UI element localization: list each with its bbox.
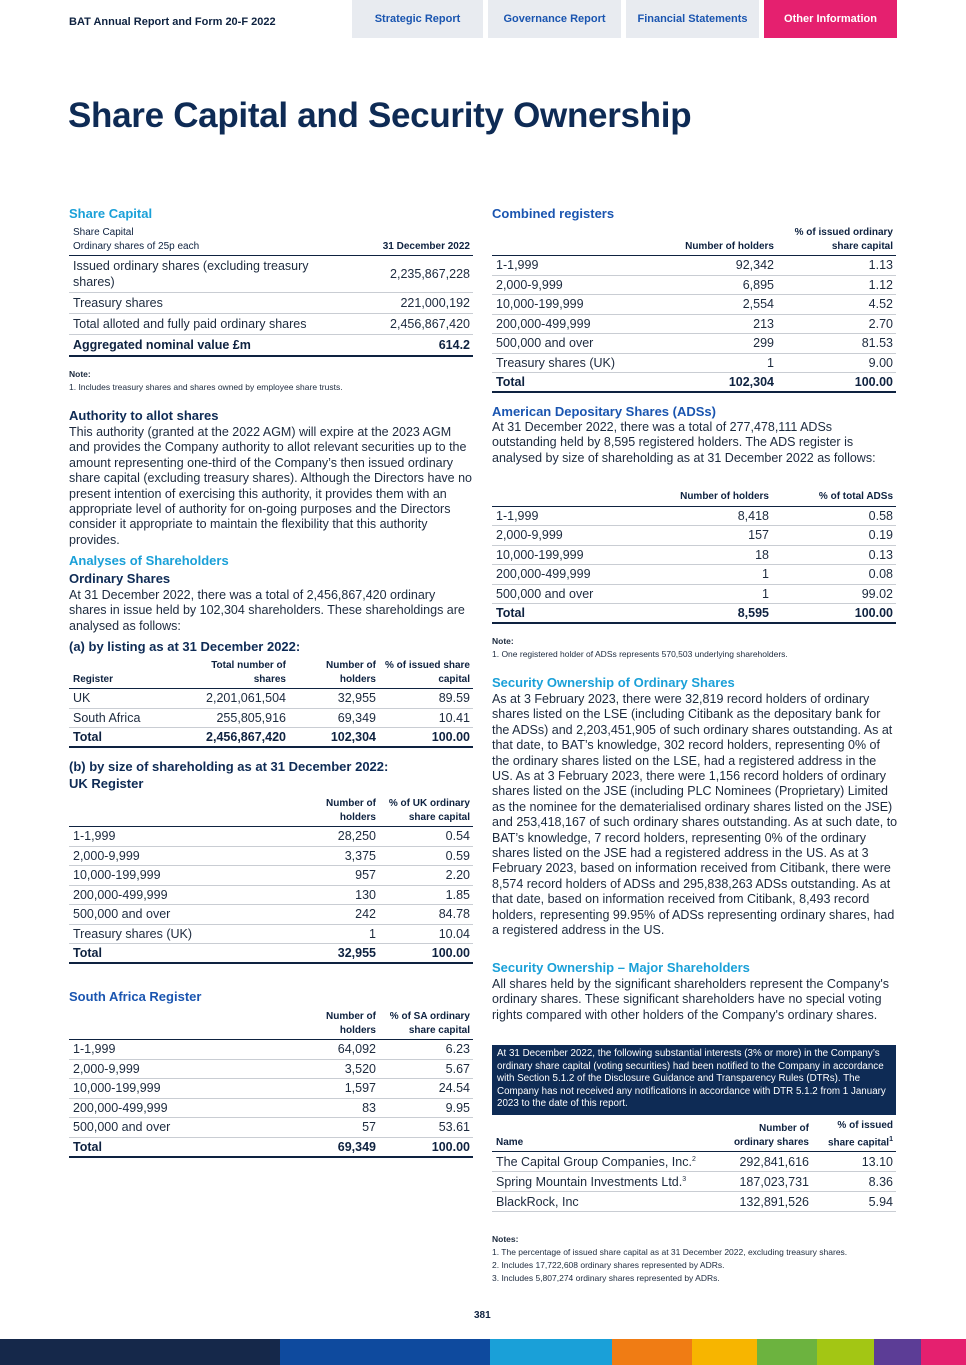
cell: 6.23 xyxy=(379,1040,473,1060)
cell: 32,955 xyxy=(289,689,379,709)
total-row xyxy=(69,335,473,356)
page-title: Share Capital and Security Ownership xyxy=(68,96,692,135)
listing-heading: (a) by listing as at 31 December 2022: xyxy=(69,639,301,654)
table-row xyxy=(492,1152,896,1172)
cell: 9.95 xyxy=(379,1098,473,1118)
col-total-shares: Total number of shares xyxy=(189,659,289,689)
cell: 10,000-199,999 xyxy=(492,295,677,315)
cell: 2,000-9,999 xyxy=(69,846,289,866)
table-row xyxy=(69,846,473,866)
cell: 0.13 xyxy=(772,545,896,565)
footer-color-segment xyxy=(757,1339,817,1365)
cell: 10,000-199,999 xyxy=(69,866,289,886)
cell: 187,023,731 xyxy=(717,1172,812,1192)
cell: 1-1,999 xyxy=(492,506,652,526)
cell: 500,000 and over xyxy=(69,905,289,925)
cell: 2,201,061,504 xyxy=(189,689,289,709)
col-pct: % of issued share capital xyxy=(379,659,473,689)
col-pct xyxy=(812,1119,896,1152)
note-title: Note: xyxy=(492,636,514,646)
sa-register-table xyxy=(69,1010,473,1158)
table-row xyxy=(69,1059,473,1079)
ads-note xyxy=(492,635,896,661)
col-name: Name xyxy=(492,1119,717,1152)
cell: 132,891,526 xyxy=(717,1192,812,1212)
total-label: Aggregated nominal value £m xyxy=(69,335,339,356)
col-holders: Number of holders xyxy=(289,659,379,689)
cell: 299 xyxy=(677,334,777,354)
cell: 69,349 xyxy=(289,1137,379,1157)
major-shareholders-table xyxy=(492,1119,896,1212)
share-capital-heading: Share Capital xyxy=(69,206,153,221)
cell: 8.36 xyxy=(812,1172,896,1192)
table-row xyxy=(69,293,473,314)
cell: 1-1,999 xyxy=(69,1040,289,1060)
col-holders: Number of holders xyxy=(289,1010,379,1040)
size-heading: (b) by size of shareholding as at 31 December 2022: xyxy=(69,759,389,774)
col-pct: % of total ADSs xyxy=(772,490,896,506)
uk-register-heading: UK Register xyxy=(69,776,144,791)
cell: Treasury shares (UK) xyxy=(69,924,289,944)
table-row xyxy=(492,275,896,295)
row-label: Total alloted and fully paid ordinary shares xyxy=(69,314,339,335)
name-text: BlackRock, Inc xyxy=(496,1194,579,1209)
table-row xyxy=(69,885,473,905)
cell: 957 xyxy=(289,866,379,886)
table-row xyxy=(69,924,473,944)
col-range xyxy=(492,226,677,256)
cell: 81.53 xyxy=(777,334,896,354)
uk-register-table xyxy=(69,797,473,964)
analyses-heading: Analyses of Shareholders xyxy=(69,553,229,568)
note-item: 1. The percentage of issued share capital as at 31 December 2022, excluding treasury shares. xyxy=(492,1247,848,1257)
cell: 1.12 xyxy=(777,275,896,295)
cell: 10,000-199,999 xyxy=(492,545,652,565)
col-shares: Number of ordinary shares xyxy=(717,1119,812,1152)
col-register: Register xyxy=(69,659,189,689)
ads-text: At 31 December 2022, there was a total of 277,478,111 ADSs outstanding held by 8,595 registered holders. The ADS register is analysed by size of shareholding as at 31 December 2022 as follows: xyxy=(492,420,876,465)
footer-color-segment xyxy=(612,1339,692,1365)
cell: 3,375 xyxy=(289,846,379,866)
tab-strategic-report[interactable]: Strategic Report xyxy=(352,0,483,38)
total-row xyxy=(69,1137,473,1157)
cell: 28,250 xyxy=(289,827,379,847)
col-range xyxy=(69,1010,289,1040)
footer-color-segment xyxy=(280,1339,490,1365)
cell: 4.52 xyxy=(777,295,896,315)
table-row xyxy=(69,689,473,709)
cell: 5.94 xyxy=(812,1192,896,1212)
cell: 9.00 xyxy=(777,353,896,373)
row-label: Treasury shares xyxy=(69,293,339,314)
table-row xyxy=(492,1192,896,1212)
cell: 0.08 xyxy=(772,565,896,585)
analyses-text: At 31 December 2022, there was a total of 2,456,867,420 ordinary shares in issue held by 102,304 shareholders. These shareholdings are analysed as follows: xyxy=(69,588,465,633)
authority-text: This authority (granted at the 2022 AGM) will expire at the 2023 AGM and provides the Company authority to allot relevant securities up to the amount representing one-third of the Company’s then issued ordinary share capital (excluding treasury shares). Although the Directors have no present intention of exercising this authority, it provides them with an appropriate level of authority for on-going purposes and the Directors consider it appropriate to maintain the flexibility that this authority provides. xyxy=(69,425,472,547)
row-value: 2,235,867,228 xyxy=(339,256,473,293)
cell: 292,841,616 xyxy=(717,1152,812,1172)
cell: 102,304 xyxy=(677,373,777,393)
row-value: 221,000,192 xyxy=(339,293,473,314)
note-text: 1. One registered holder of ADSs represents 570,503 underlying shareholders. xyxy=(492,649,788,659)
table-row xyxy=(492,506,896,526)
table-row xyxy=(492,334,896,354)
cell: 2,000-9,999 xyxy=(492,275,677,295)
major-shareholders-text: All shares held by the significant shareholders represent the Company's ordinary shares. These significant shareholders have no special voting rights compared with other holders of the Company's ordinary shares. xyxy=(492,977,890,1022)
cell: 102,304 xyxy=(289,728,379,748)
combined-table xyxy=(492,226,896,393)
footer-color-segment xyxy=(692,1339,757,1365)
ordinary-shares-heading: Ordinary Shares xyxy=(69,571,171,586)
cell: 10.04 xyxy=(379,924,473,944)
col-holders: Number of holders xyxy=(652,490,772,506)
table-row xyxy=(492,295,896,315)
footer-color-segment xyxy=(817,1339,874,1365)
table-row xyxy=(492,353,896,373)
substantial-interests-callout: At 31 December 2022, the following substantial interests (3% or more) in the Company’s ordinary share capital (voting securities) had been notified to the Company in accordance with Section 5.1.2 of the Disclosure Guidance and Transparency Rules (DTRs). The Company has not received any notifications in accordance with DTR 5.1.2 from 1 January 2023 to the date of this report. xyxy=(492,1045,896,1115)
col-head-line2: Ordinary shares of 25p each xyxy=(73,240,200,252)
cell: 99.02 xyxy=(772,584,896,604)
table-row xyxy=(69,1098,473,1118)
col-pct: % of SA ordinary share capital xyxy=(379,1010,473,1040)
cell: 92,342 xyxy=(677,256,777,276)
cell: 1 xyxy=(652,565,772,585)
ads-heading: American Depositary Shares (ADSs) xyxy=(492,404,716,419)
cell: 200,000-499,999 xyxy=(69,885,289,905)
notes-title: Notes: xyxy=(492,1234,519,1244)
cell: 5.67 xyxy=(379,1059,473,1079)
cell: 1 xyxy=(289,924,379,944)
sa-register-heading: South Africa Register xyxy=(69,989,202,1004)
share-capital-table xyxy=(69,226,473,357)
cell: 2.70 xyxy=(777,314,896,334)
shareholder-name xyxy=(492,1152,717,1172)
total-row xyxy=(492,604,896,624)
ads-table xyxy=(492,490,896,624)
cell: 500,000 and over xyxy=(69,1118,289,1138)
authority-heading: Authority to allot shares xyxy=(69,408,219,423)
cell: 0.59 xyxy=(379,846,473,866)
cell: 0.54 xyxy=(379,827,473,847)
cell: Total xyxy=(69,728,189,748)
cell: 100.00 xyxy=(379,944,473,964)
cell: 1.85 xyxy=(379,885,473,905)
total-row xyxy=(492,373,896,393)
cell: 57 xyxy=(289,1118,379,1138)
footnote-ref: 2 xyxy=(691,1155,696,1163)
cell: 242 xyxy=(289,905,379,925)
cell: 69,349 xyxy=(289,708,379,728)
footer-color-bar xyxy=(0,1339,966,1365)
combined-heading: Combined registers xyxy=(492,206,615,221)
col-pct: % of UK ordinary share capital xyxy=(379,797,473,827)
cell: 255,805,916 xyxy=(189,708,289,728)
date-head: 31 December 2022 xyxy=(339,226,473,256)
name-text: Spring Mountain Investments Ltd. xyxy=(496,1174,683,1189)
cell: 2.20 xyxy=(379,866,473,886)
cell: 100.00 xyxy=(379,728,473,748)
shareholder-name xyxy=(492,1172,717,1192)
cell: South Africa xyxy=(69,708,189,728)
cell: Treasury shares (UK) xyxy=(492,353,677,373)
cell: 157 xyxy=(652,526,772,546)
cell: 200,000-499,999 xyxy=(69,1098,289,1118)
note-text: 1. Includes treasury shares and shares owned by employee share trusts. xyxy=(69,382,343,392)
note-title: Note: xyxy=(69,369,91,379)
cell: 1 xyxy=(677,353,777,373)
cell: 1 xyxy=(652,584,772,604)
table-row xyxy=(69,905,473,925)
table-row xyxy=(492,314,896,334)
col-holders: Number of holders xyxy=(677,226,777,256)
table-row xyxy=(492,584,896,604)
table-row xyxy=(492,545,896,565)
cell: 3,520 xyxy=(289,1059,379,1079)
cell: 1-1,999 xyxy=(69,827,289,847)
cell: 500,000 and over xyxy=(492,584,652,604)
cell: 89.59 xyxy=(379,689,473,709)
cell: 32,955 xyxy=(289,944,379,964)
footer-color-segment xyxy=(874,1339,921,1365)
row-label: Issued ordinary shares (excluding treasury shares) xyxy=(69,256,339,293)
security-ownership-heading: Security Ownership of Ordinary Shares xyxy=(492,675,735,690)
table-row xyxy=(69,708,473,728)
table-row xyxy=(69,1118,473,1138)
total-row xyxy=(69,944,473,964)
major-notes xyxy=(492,1233,896,1285)
footer-color-segment xyxy=(490,1339,612,1365)
cell: 100.00 xyxy=(772,604,896,624)
cell: 83 xyxy=(289,1098,379,1118)
cell: Total xyxy=(492,604,652,624)
security-ownership-text: As at 3 February 2023, there were 32,819 record holders of ordinary shares listed on the LSE (including Citibank as the depositary bank for the ADSs) and 2,203,451,905 of such ordinary shares outstanding. As at that date, to BAT’s knowledge, 302 record holders, representing 0% of the ordinary shares listed on the LSE, had a registered address in the US. As at 3 February 2023, there were 1,156 record holders of ordinary shares listed on the JSE (including PLC Nominees (Proprietary) Limited as the nominee for the dematerialised ordinary shares listed on the JSE) and 253,418,167 of such ordinary shares outstanding. As at such date, to BAT’s knowledge, 7 record holders, representing 0% of the ordinary shares listed on the JSE had a registered address in the US. As at 3 February 2023, based on information received from Citibank, there were 8,574 record holders of ADSs and 295,838,263 ADSs outstanding. As at that date, based on information received from Citibank, 8,493 record holders, representing 99.95% of ADSs representing ordinary shares, had a registered address in the US. xyxy=(492,692,898,938)
cell: 84.78 xyxy=(379,905,473,925)
cell: 24.54 xyxy=(379,1079,473,1099)
cell: 100.00 xyxy=(379,1137,473,1157)
total-row xyxy=(69,728,473,748)
col-pct: % of issued ordinary share capital xyxy=(777,226,896,256)
footnote-ref: 3 xyxy=(682,1175,687,1183)
tab-financial-statements[interactable]: Financial Statements xyxy=(626,0,759,38)
cell: UK xyxy=(69,689,189,709)
total-value: 614.2 xyxy=(339,335,473,356)
footnote-ref: 1 xyxy=(889,1135,893,1143)
name-text: The Capital Group Companies, Inc. xyxy=(496,1154,692,1169)
shareholder-name xyxy=(492,1192,717,1212)
cell: 2,456,867,420 xyxy=(189,728,289,748)
col-holders: Number of holders xyxy=(289,797,379,827)
col-range xyxy=(492,490,652,506)
cell: 18 xyxy=(652,545,772,565)
share-capital-note xyxy=(69,368,473,394)
cell: Total xyxy=(69,944,289,964)
cell: 1,597 xyxy=(289,1079,379,1099)
cell: 2,554 xyxy=(677,295,777,315)
tab-other-information[interactable]: Other Information xyxy=(764,0,897,38)
table-row xyxy=(69,1040,473,1060)
cell: 500,000 and over xyxy=(492,334,677,354)
col-pct-label: % of issued share capital xyxy=(827,1120,893,1148)
cell: 2,000-9,999 xyxy=(492,526,652,546)
note-item: 3. Includes 5,807,274 ordinary shares represented by ADRs. xyxy=(492,1273,720,1283)
cell: 0.19 xyxy=(772,526,896,546)
report-brand: BAT Annual Report and Form 20-F 2022 xyxy=(69,16,276,28)
cell: 10,000-199,999 xyxy=(69,1079,289,1099)
cell: 213 xyxy=(677,314,777,334)
top-navigation xyxy=(0,0,966,38)
note-item: 2. Includes 17,722,608 ordinary shares represented by ADRs. xyxy=(492,1260,725,1270)
footer-color-segment xyxy=(0,1339,280,1365)
table-row xyxy=(69,1079,473,1099)
cell: 8,418 xyxy=(652,506,772,526)
tab-governance-report[interactable]: Governance Report xyxy=(488,0,621,38)
cell: 13.10 xyxy=(812,1152,896,1172)
page-number: 381 xyxy=(474,1310,491,1321)
cell: Total xyxy=(492,373,677,393)
share-capital-col-head xyxy=(69,226,339,256)
cell: 200,000-499,999 xyxy=(492,314,677,334)
table-row xyxy=(492,256,896,276)
table-row xyxy=(492,526,896,546)
cell: 8,595 xyxy=(652,604,772,624)
cell: 130 xyxy=(289,885,379,905)
col-head-line1: Share Capital xyxy=(73,227,134,238)
cell: 0.58 xyxy=(772,506,896,526)
cell: 1.13 xyxy=(777,256,896,276)
listing-table xyxy=(69,659,473,748)
cell: 1-1,999 xyxy=(492,256,677,276)
cell: 53.61 xyxy=(379,1118,473,1138)
footer-color-segment xyxy=(921,1339,966,1365)
table-row xyxy=(69,256,473,293)
table-row xyxy=(492,1172,896,1192)
cell: 10.41 xyxy=(379,708,473,728)
table-row xyxy=(69,827,473,847)
cell: 2,000-9,999 xyxy=(69,1059,289,1079)
cell: Total xyxy=(69,1137,289,1157)
col-range xyxy=(69,797,289,827)
cell: 200,000-499,999 xyxy=(492,565,652,585)
cell: 64,092 xyxy=(289,1040,379,1060)
table-row xyxy=(69,866,473,886)
cell: 100.00 xyxy=(777,373,896,393)
cell: 6,895 xyxy=(677,275,777,295)
row-value: 2,456,867,420 xyxy=(339,314,473,335)
major-shareholders-heading: Security Ownership – Major Shareholders xyxy=(492,960,750,975)
table-row xyxy=(492,565,896,585)
table-row xyxy=(69,314,473,335)
